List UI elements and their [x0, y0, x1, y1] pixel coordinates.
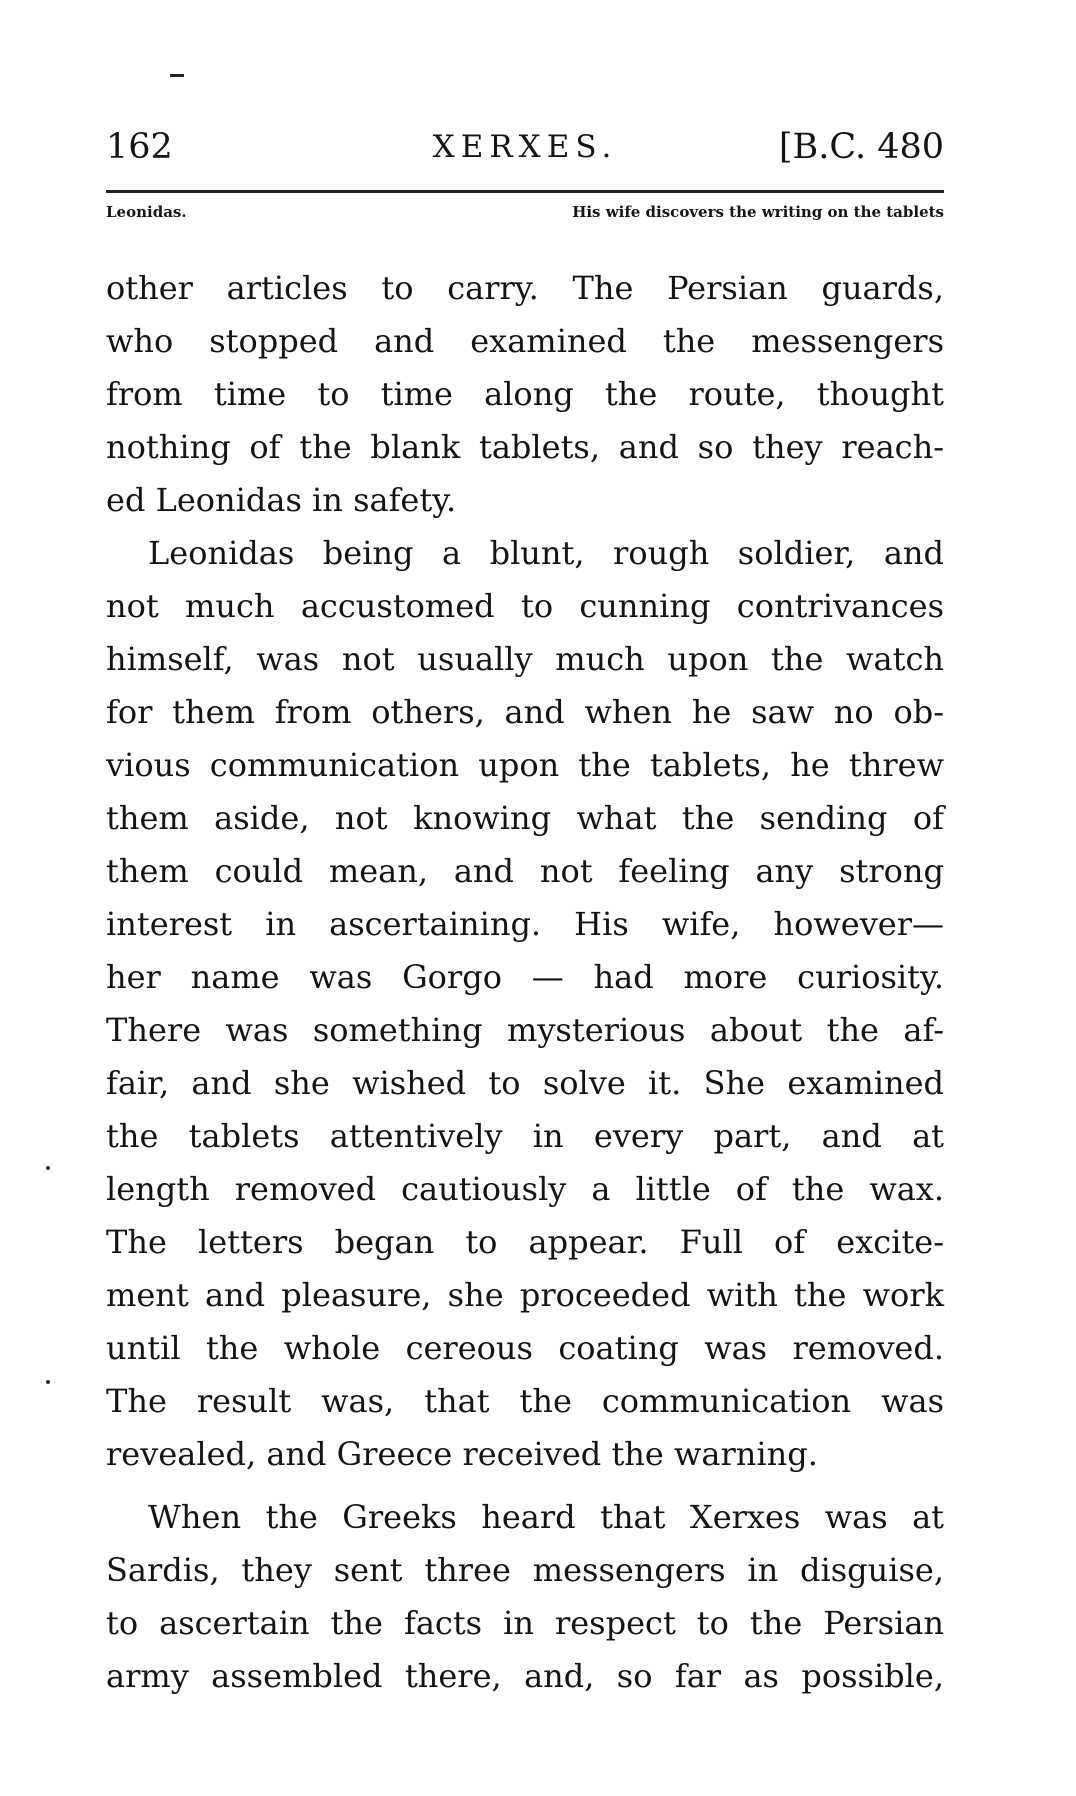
text-line: them aside, not knowing what the sending of	[106, 799, 944, 837]
date-range: [B.C. 480	[778, 127, 944, 167]
text-line: vious communication upon the tablets, he threw	[106, 746, 944, 784]
text-line: not much accustomed to cunning contrivances	[106, 587, 944, 625]
header-rule	[106, 190, 944, 193]
text-line: revealed, and Greece received the warning.	[106, 1435, 818, 1473]
text-line: ed Leonidas in safety.	[106, 481, 457, 519]
text-line: from time to time along the route, thought	[106, 375, 944, 413]
text-line: himself, was not usually much upon the watch	[106, 640, 944, 678]
margin-speck	[46, 1166, 50, 1170]
text-line: her name was Gorgo — had more curiosity.	[106, 958, 944, 996]
running-head	[106, 122, 944, 172]
sidenote-right: His wife discovers the writing on the tablets	[572, 203, 944, 221]
text-line: who stopped and examined the messengers	[106, 322, 944, 360]
sidenote-bar	[106, 197, 944, 227]
text-line: length removed cautiously a little of the wax.	[106, 1170, 944, 1208]
text-line: fair, and she wished to solve it. She examined	[106, 1064, 944, 1102]
text-line: When the Greeks heard that Xerxes was at	[148, 1498, 944, 1536]
sidenote-left: Leonidas.	[106, 203, 187, 221]
margin-speck	[46, 1380, 50, 1384]
text-line: Sardis, they sent three messengers in disguise,	[106, 1551, 944, 1589]
text-line: to ascertain the facts in respect to the Persian	[106, 1604, 944, 1642]
print-mark	[170, 74, 184, 77]
page-number: 162	[106, 127, 173, 167]
text-line: other articles to carry. The Persian guards,	[106, 269, 944, 307]
text-line: nothing of the blank tablets, and so they reach-	[106, 428, 944, 466]
text-line: until the whole cereous coating was removed.	[106, 1329, 944, 1367]
body-text	[106, 262, 944, 1703]
text-line: There was something mysterious about the af-	[106, 1011, 944, 1049]
text-line: The letters began to appear. Full of excite-	[106, 1223, 944, 1261]
text-line: for them from others, and when he saw no ob-	[106, 693, 944, 731]
paragraph-3	[106, 1491, 944, 1703]
running-title: XERXES.	[432, 129, 618, 165]
text-line: army assembled there, and, so far as possible,	[106, 1657, 944, 1695]
text-line: the tablets attentively in every part, and at	[106, 1117, 944, 1155]
text-line: ment and pleasure, she proceeded with the work	[106, 1276, 944, 1314]
text-line: Leonidas being a blunt, rough soldier, and	[148, 534, 944, 572]
text-line: them could mean, and not feeling any strong	[106, 852, 944, 890]
text-line: interest in ascertaining. His wife, however—	[106, 905, 944, 943]
paragraph-1	[106, 262, 944, 527]
text-line: The result was, that the communication was	[106, 1382, 944, 1420]
paragraph-2	[106, 527, 944, 1481]
